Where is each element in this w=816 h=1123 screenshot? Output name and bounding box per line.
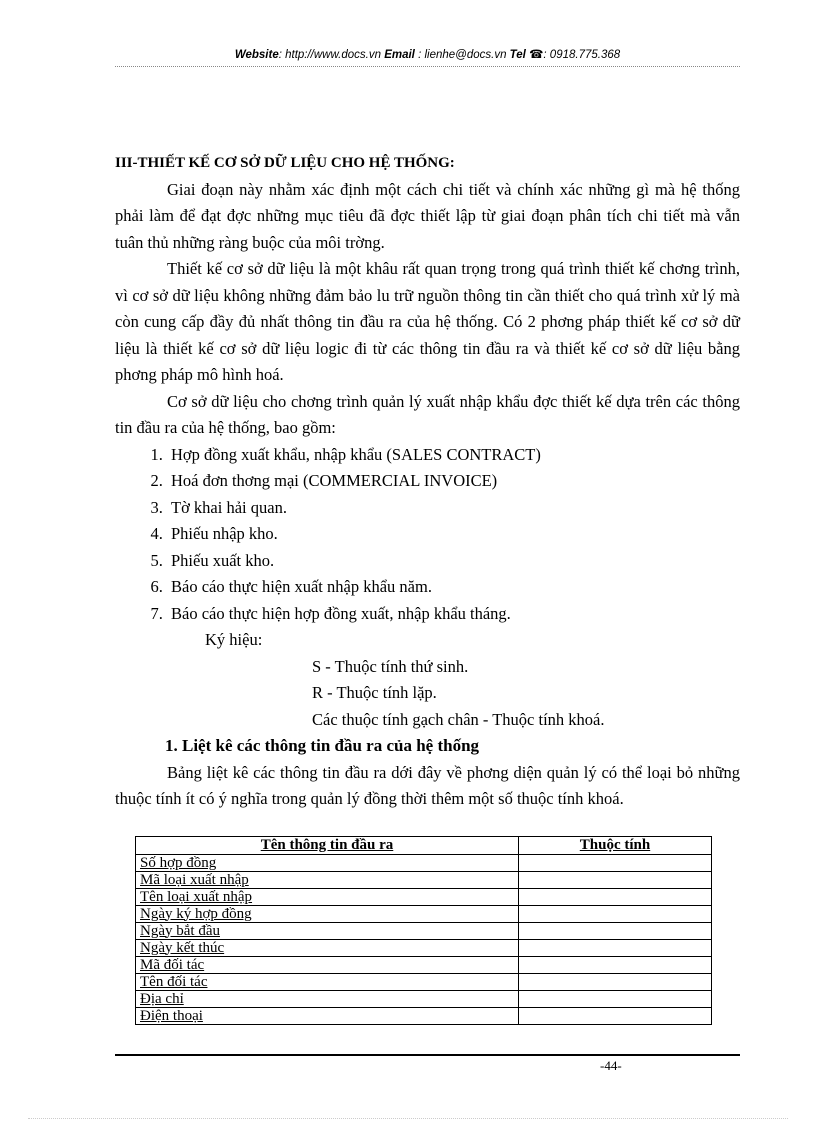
field-name: Điện thoại — [136, 1008, 519, 1025]
tel-value: : 0918.775.368 — [543, 49, 621, 61]
column-header: Tên thông tin đầu ra — [136, 837, 519, 855]
legend-item: S - Thuộc tính thứ sinh. — [312, 656, 469, 676]
field-name: Mã đối tác — [136, 957, 519, 974]
table-row — [136, 957, 712, 974]
paragraph-1: Giai đoạn này nhằm xác định một cách chi tiết và chính xác những gì mà hệ thống phải làm để đạt đợc những mục tiêu đã đợc thiết lập từ giai đoạn phân tích chi tiết mà vẫn tuân thủ những ràng buộc của môi trờng. — [115, 179, 740, 252]
section-title: III-THIẾT KẾ CƠ SỞ DỮ LIỆU CHO HỆ THỐNG: — [115, 155, 455, 171]
page-number: -44- — [600, 1058, 622, 1073]
legend-item: Các thuộc tính gạch chân - Thuộc tính khoá. — [312, 709, 605, 729]
field-name: Tên loại xuất nhập — [136, 889, 519, 906]
field-name: Ngày ký hợp đồng — [136, 906, 519, 923]
page-content — [115, 150, 740, 813]
field-name: Số hợp đồng — [136, 855, 519, 872]
page-bottom-border — [28, 1118, 788, 1119]
website-label: Website — [234, 49, 279, 61]
list-item: 5. Phiếu xuất kho. — [167, 548, 740, 575]
header-divider — [115, 66, 740, 67]
column-header: Thuộc tính — [519, 837, 712, 855]
table-row — [136, 855, 712, 872]
field-attribute — [519, 906, 712, 923]
paragraph-2: Thiết kế cơ sở dữ liệu là một khâu rất quan trọng trong quá trình thiết kế chơng trình, vì cơ sở dữ liệu không những đảm bảo lu trữ nguồn thông tin cần thiết cho quá trình xử lý mà còn cung cấp đầy đủ nhất thông tin đầu ra của hệ thống. Có 2 phơng pháp thiết kế cơ sở dữ liệu là thiết kế cơ sở dữ liệu logic đi từ các thông tin đầu ra và thiết kế cơ sở dữ liệu bằng phơng pháp mô hình hoá. — [115, 259, 740, 384]
tel-label: Tel — [509, 49, 526, 61]
field-attribute — [519, 1008, 712, 1025]
output-fields-table — [135, 836, 712, 1025]
footer-divider — [115, 1054, 740, 1056]
field-attribute — [519, 889, 712, 906]
list-item: 1. Hợp đồng xuất khẩu, nhập khẩu (SALES CONTRACT) — [167, 442, 740, 469]
website-value: : http://www.docs.vn — [278, 49, 381, 61]
output-list — [115, 442, 740, 628]
table-row — [136, 889, 712, 906]
field-attribute — [519, 855, 712, 872]
subsection-title: 1. Liệt kê các thông tin đầu ra của hệ thống — [165, 736, 480, 755]
field-name: Ngày kết thúc — [136, 940, 519, 957]
list-item: 6. Báo cáo thực hiện xuất nhập khẩu năm. — [167, 574, 740, 601]
field-name: Mã loại xuất nhập — [136, 872, 519, 889]
list-item: 4. Phiếu nhập kho. — [167, 521, 740, 548]
list-item: 2. Hoá đơn thơng mại (COMMERCIAL INVOICE) — [167, 468, 740, 495]
field-attribute — [519, 923, 712, 940]
email-label: Email — [384, 49, 415, 61]
legend-item: R - Thuộc tính lặp. — [312, 683, 437, 702]
table-row — [136, 923, 712, 940]
field-attribute — [519, 974, 712, 991]
field-name: Địa chỉ — [136, 991, 519, 1008]
table-row — [136, 991, 712, 1008]
table-header-row — [136, 837, 712, 855]
table-row — [136, 872, 712, 889]
phone-icon: ☎ — [529, 49, 544, 61]
table-row — [136, 1008, 712, 1025]
subsection-paragraph: Bảng liệt kê các thông tin đầu ra dới đây về phơng diện quản lý có thể loại bỏ những thuộc tính ít có ý nghĩa trong quản lý đồng thời thêm một số thuộc tính khoá. — [115, 762, 740, 808]
table-row — [136, 974, 712, 991]
legend-heading: Ký hiệu: — [205, 630, 263, 649]
page-header — [115, 47, 740, 61]
field-name: Tên đối tác — [136, 974, 519, 991]
list-item: 7. Báo cáo thực hiện hợp đồng xuất, nhập khẩu tháng. — [167, 601, 740, 628]
field-attribute — [519, 957, 712, 974]
table-row — [136, 906, 712, 923]
list-item: 3. Tờ khai hải quan. — [167, 495, 740, 522]
email-value: : lienhe@docs.vn — [418, 49, 507, 61]
field-attribute — [519, 872, 712, 889]
field-attribute — [519, 940, 712, 957]
field-name: Ngày bắt đầu — [136, 923, 519, 940]
field-attribute — [519, 991, 712, 1008]
paragraph-3: Cơ sở dữ liệu cho chơng trình quản lý xuất nhập khẩu đợc thiết kế dựa trên các thông tin đầu ra của hệ thống, bao gồm: — [115, 391, 740, 437]
table-row — [136, 940, 712, 957]
